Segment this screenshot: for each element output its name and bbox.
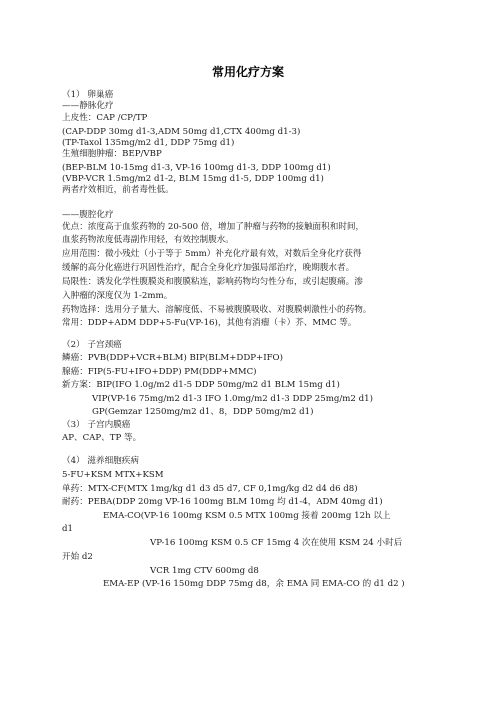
text-line: (BEP-BLM 10-15mg d1-3, VP-16 100mg d1-3, DDP 100mg d1): [62, 163, 331, 173]
text-line: 单药：MTX-CF(MTX 1mg/kg d1 d3 d5 d7, CF 0,1mg/kg d2 d4 d6 d8): [62, 484, 358, 494]
text-line: AP、CAP、TP 等。: [62, 433, 142, 443]
section-heading-gtd: （4） 滋养细胞疾病: [62, 456, 139, 466]
text-line: 局限性：诱发化学性腹膜炎和腹膜粘连，影响药物均匀性分布，或引起腹痛。渗: [62, 277, 363, 287]
text-line: 生殖细胞肿瘤：BEP/VBP: [62, 149, 162, 159]
text-line: 血浆药物浓度低毒副作用轻，有效控制腹水。: [62, 235, 234, 245]
text-line: VP-16 100mg KSM 0.5 CF 15mg 4 次在使用 KSM 24 小时后: [150, 538, 403, 548]
text-line: EMA-CO(VP-16 100mg KSM 0.5 MTX 100mg 接着 200mg 12h 以上: [103, 511, 391, 521]
section-heading-endometrial: （3） 子宫内膜癌: [62, 420, 131, 430]
document-title: 常用化疗方案: [211, 65, 284, 79]
text-line: d1: [62, 524, 73, 534]
text-line: 入肿瘤的深度仅为 1-2mm。: [62, 291, 173, 301]
section-heading-ovarian: （1） 卵巢癌: [62, 90, 114, 100]
text-line: GP(Gemzar 1250mg/m2 d1、8，DDP 50mg/m2 d1): [92, 407, 314, 417]
text-line: 优点：浓度高于血浆药物的 20-500 倍，增加了肿瘤与药物的接触面积和时间，: [62, 222, 365, 232]
text-line: 鳞癌：PVB(DDP+VCR+BLM) BIP(BLM+DDP+IFO): [62, 353, 283, 363]
subheading-ip-chemo: ——腹腔化疗: [62, 210, 114, 220]
text-line: 上皮性：CAP /CP/TP: [62, 113, 148, 123]
text-line: 两者疗效相近，前者毒性低。: [62, 185, 174, 195]
text-line: 腺癌：FIP(5-FU+IFO+DDP) PM(DDP+MMC): [62, 367, 257, 377]
text-line: (TP-Taxol 135mg/m2 d1, DDP 75mg d1): [62, 138, 235, 148]
text-line: 开始 d2: [62, 552, 93, 562]
text-line: 药物选择：选用分子量大、溶解度低、不易被腹膜吸收、对腹膜刺激性小的药物。: [62, 305, 372, 315]
subheading-iv-chemo: ——静脉化疗: [62, 101, 114, 111]
text-line: 常用：DDP+ADM DDP+5-Fu(VP-16)，其他有消瘤（卡）芥、MMC 等。: [62, 318, 357, 328]
text-line: (VBP-VCR 1.5mg/m2 d1-2, BLM 15mg d1-5, DDP 100mg d1): [62, 174, 324, 184]
text-line: 缓解的高分化癌进行巩固性治疗，配合全身化疗加强局部治疗，晚期腹水者。: [62, 263, 355, 273]
section-heading-cervical: （2） 子宫颈癌: [62, 340, 122, 350]
text-line: 新方案：BIP(IFO 1.0g/m2 d1-5 DDP 50mg/m2 d1 BLM 15mg d1): [62, 380, 340, 390]
text-line: 应用范围：微小残灶（小于等于 5mm）补充化疗最有效，对数后全身化疗获得: [62, 249, 362, 259]
text-line: VIP(VP-16 75mg/m2 d1-3 IFO 1.0mg/m2 d1-3 DDP 25mg/m2 d1): [92, 394, 373, 404]
text-line: 耐药：PEBA(DDP 20mg VP-16 100mg BLM 10mg 均 d1-4，ADM 40mg d1): [62, 497, 383, 507]
text-line: EMA-EP (VP-16 150mg DDP 75mg d8，余 EMA 同 EMA-CO 的 d1 d2 ): [103, 579, 405, 589]
text-line: 5-FU+KSM MTX+KSM: [62, 470, 164, 480]
text-line: VCR 1mg CTV 600mg d8: [150, 566, 259, 576]
text-line: (CAP-DDP 30mg d1-3,ADM 50mg d1,CTX 400mg d1-3): [62, 127, 301, 137]
